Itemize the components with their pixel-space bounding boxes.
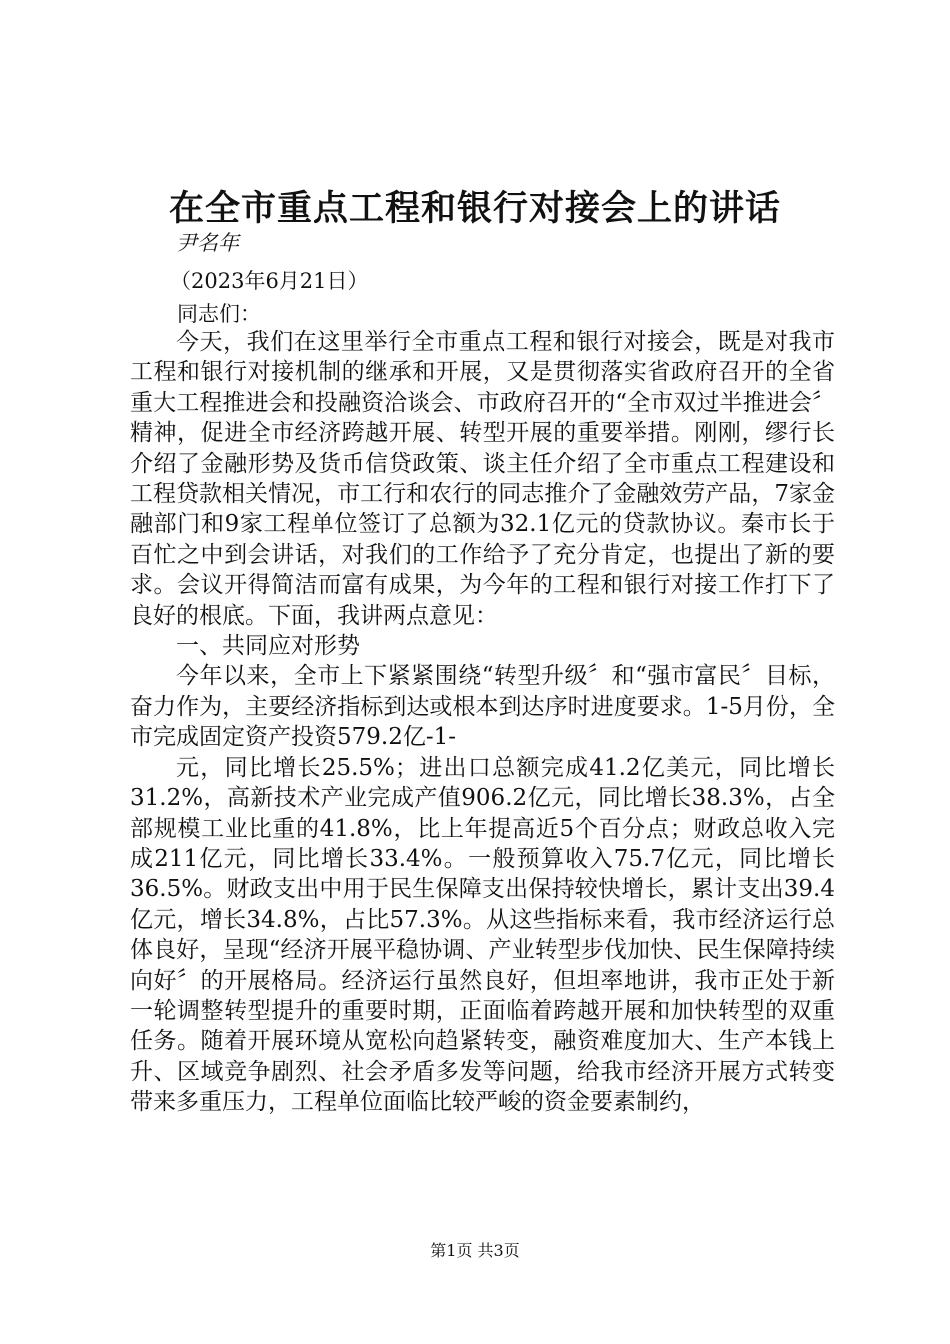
paragraph: 今天，我们在这里举行全市重点工程和银行对接会，既是对我市工程和银行对接机制的继承和开展，又是贯彻落实省政府召开的全省重大工程推进会和投融资洽谈会、市政府召开的“全市双过半推进会〞精神，促进全市经济跨越开展、转型开展的重要举措。刚刚，缪行长介绍了金融形势及货币信贷政策、谈主任介绍了全市重点工程建设和工程贷款相关情况，市工行和农行的同志推介了金融效劳产品，7家金融部门和9家工程单位签订了总额为32.1亿元的贷款协议。秦市长于百忙之中到会讲话，对我们的工作给予了充分肯定，也提出了新的要求。会议开得简洁而富有成果，为今年的工程和银行对接工作打下了良好的根底。下面，我讲两点意见：: [130, 329, 835, 629]
paragraph: 元，同比增长25.5%；进出口总额完成41.2亿美元，同比增长31.2%，高新技术产业完成产值906.2亿元，同比增长38.3%，占全部规模工业比重的41.8%，比上年提高近5个百分点；财政总收入完成211亿元，同比增长33.4%。一般预算收入75.7亿元，同比增长36.5%。财政支出中用于民生保障支出保持较快增长，累计支出39.4亿元，增长34.8%，占比57.3%。从这些指标来看，我市经济运行总体良好，呈现“经济开展平稳协调、产业转型步伐加快、民生保障持续向好〞的开展格局。经济运行虽然良好，但坦率地讲，我市正处于新一轮调整转型提升的重要时期，正面临着跨越开展和加快转型的双重任务。随着开展环境从宽松向趋紧转变，融资难度加大、生产本钱上升、区域竞争剧烈、社会矛盾多发等问题，给我市经济开展方式转变带来多重压力，工程单位面临比较严峻的资金要素制约，: [130, 754, 835, 1116]
document-body: [130, 327, 835, 1118]
document-title: 在全市重点工程和银行对接会上的讲话: [168, 188, 781, 229]
speech-date: （2023年6月21日）: [170, 269, 369, 293]
page-footer: 第1页 共3页: [430, 1241, 520, 1260]
section-heading: 一、共同应对形势: [176, 633, 360, 660]
greeting: 同志们：: [177, 302, 261, 326]
author-name: 尹名年: [176, 231, 239, 255]
paragraph: 今年以来，全市上下紧紧围绕“转型升级〞和“强市富民〞目标，奋力作为，主要经济指标到达或根本到达序时进度要求。1-5月份，全市完成固定资产投资579.2亿-1-: [130, 663, 835, 751]
